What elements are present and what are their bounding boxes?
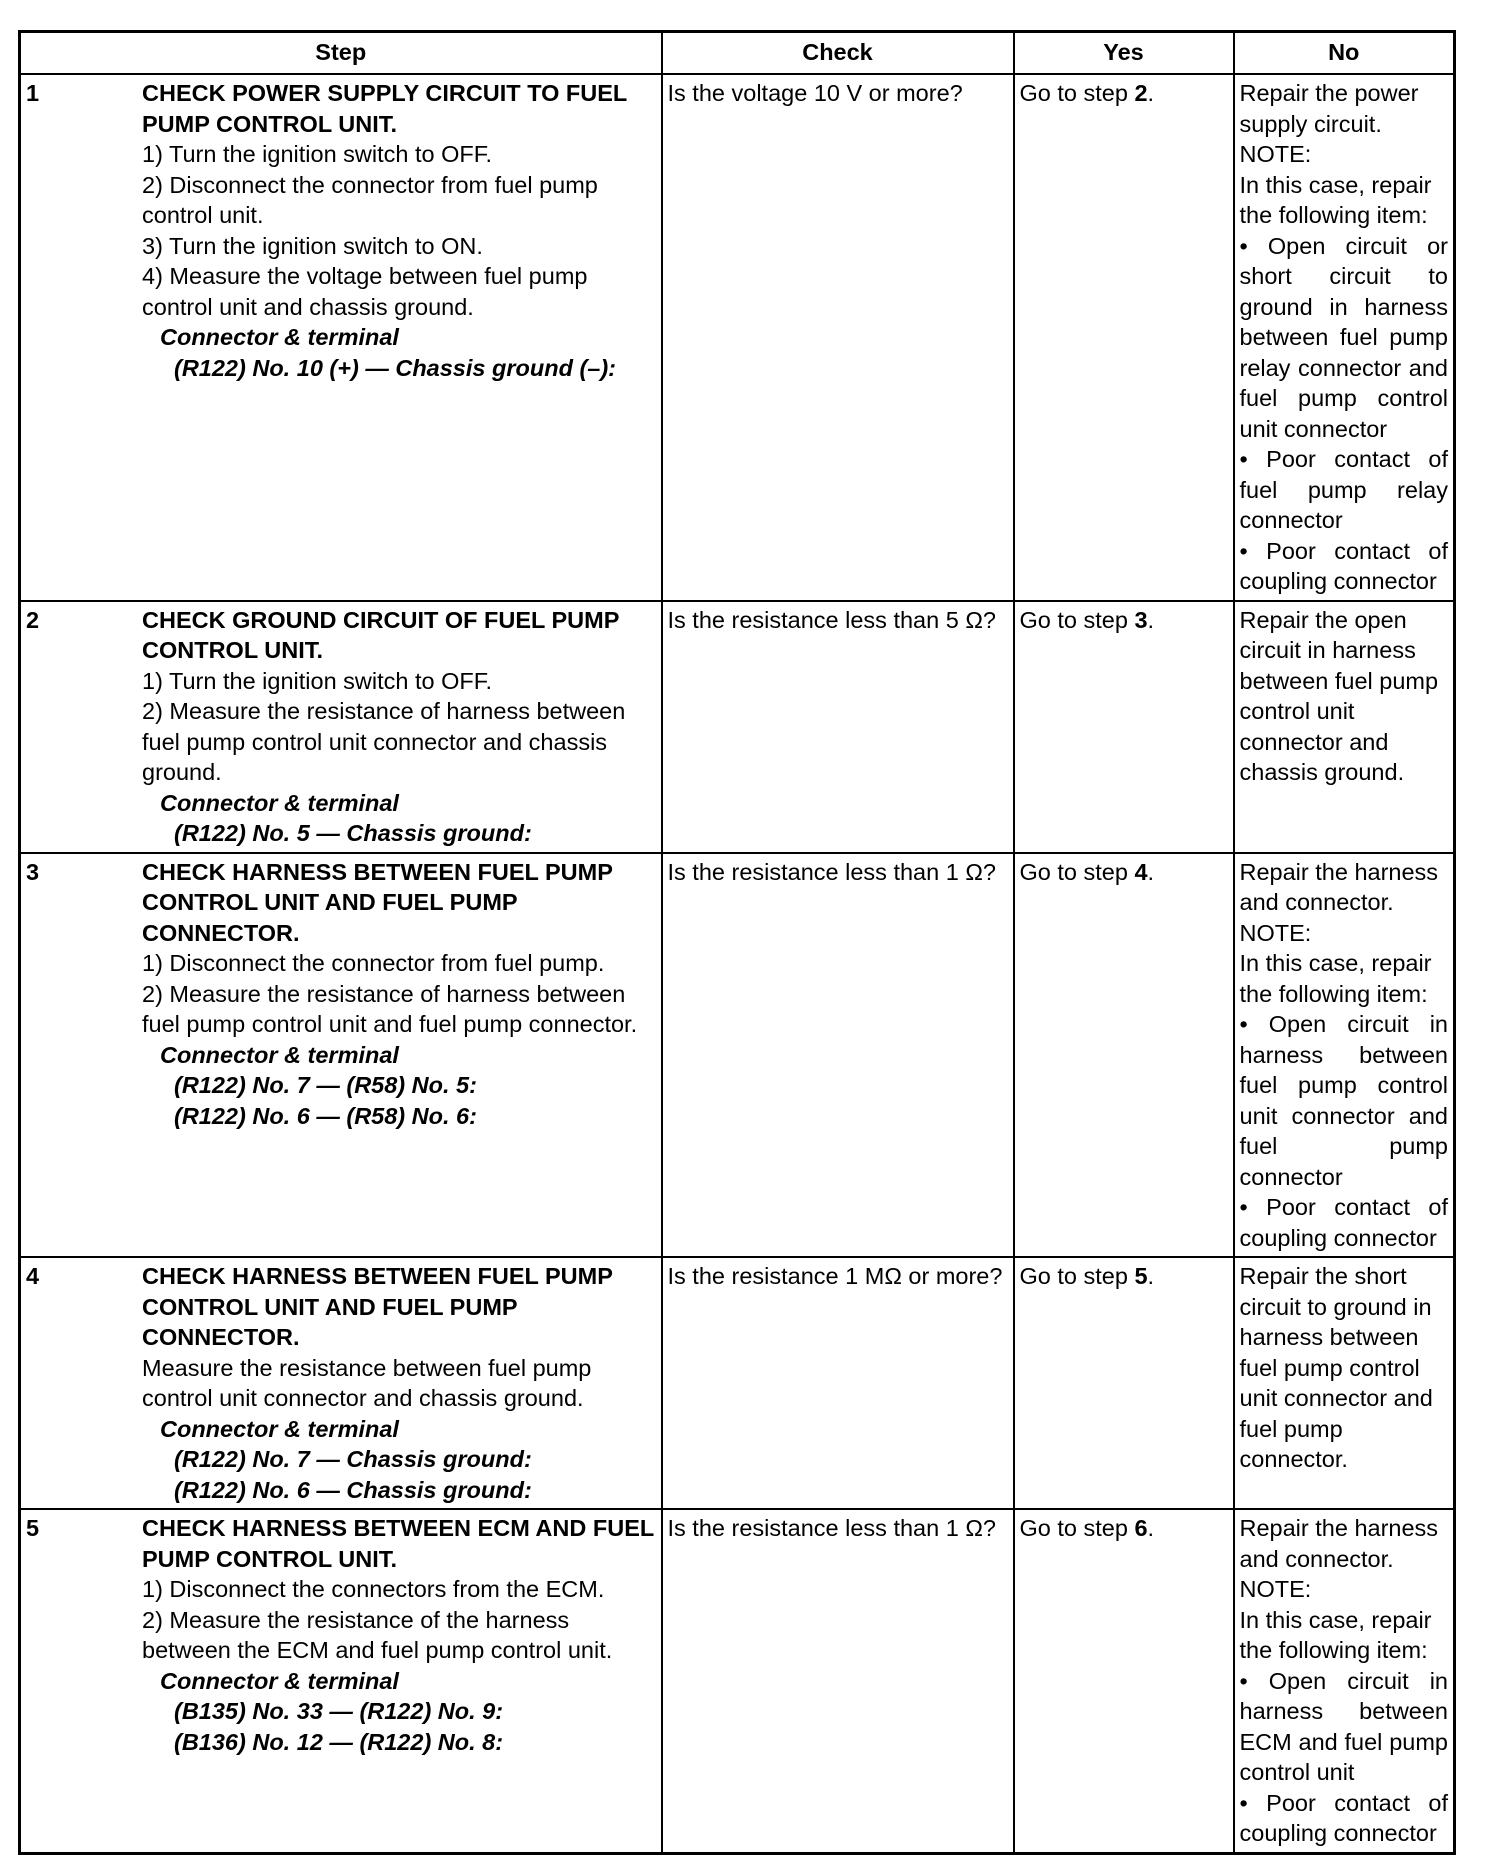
no-note-label: NOTE: <box>1239 141 1312 167</box>
no-note-intro: In this case, repair the following item: <box>1239 171 1432 228</box>
step-instruction: 1) Disconnect the connector from fuel pump. <box>142 950 605 976</box>
no-note-intro: In this case, repair the following item: <box>1239 950 1432 1007</box>
connector-terminal-label: Connector & terminal <box>160 789 399 816</box>
step-cell <box>20 601 662 853</box>
connector-terminal-spec: (R122) No. 6 — (R58) No. 6: <box>174 1102 477 1129</box>
yes-step-number: 3 <box>1134 606 1148 633</box>
step-instruction: 2) Measure the resistance of harness between fuel pump control unit and fuel pump connector. <box>142 980 638 1037</box>
connector-terminal-label: Connector & terminal <box>160 324 399 350</box>
step-body <box>142 1513 656 1757</box>
yes-prefix: Go to step <box>1019 1515 1135 1541</box>
connector-terminal-spec: (R122) No. 10 (+) — Chassis ground (–): <box>174 354 617 381</box>
yes-prefix: Go to step <box>1019 606 1135 633</box>
step-cell <box>20 74 662 601</box>
no-repair-text: Repair the harness and connector. <box>1239 858 1439 915</box>
step-instruction: 2) Measure the resistance of the harness between the ECM and fuel pump control unit. <box>142 1606 613 1663</box>
step-title: CHECK POWER SUPPLY CIRCUIT TO FUEL PUMP CONTROL UNIT. <box>142 80 627 137</box>
yes-step-number: 2 <box>1134 80 1148 106</box>
step-body <box>142 1261 656 1505</box>
yes-suffix: . <box>1147 1263 1155 1289</box>
table-row <box>20 1509 1455 1853</box>
check-question: Is the resistance less than 1 Ω? <box>662 1509 1014 1853</box>
connector-terminal-spec: (B136) No. 12 — (R122) No. 8: <box>174 1728 504 1755</box>
check-question: Is the resistance less than 1 Ω? <box>662 853 1014 1258</box>
connector-terminal-label: Connector & terminal <box>160 1667 399 1694</box>
yes-suffix: . <box>1147 80 1155 106</box>
yes-action <box>1014 1509 1234 1853</box>
no-action <box>1234 74 1455 601</box>
connector-terminal-spec: (R122) No. 7 — Chassis ground: <box>174 1446 532 1472</box>
step-instruction: 4) Measure the voltage between fuel pump control unit and chassis ground. <box>142 263 588 320</box>
step-instruction: 1) Turn the ignition switch to OFF. <box>142 141 493 167</box>
yes-suffix: . <box>1147 1515 1155 1541</box>
step-cell <box>20 1257 662 1509</box>
step-body <box>142 605 656 849</box>
step-number: 3 <box>26 858 40 885</box>
step-content <box>26 1513 656 1757</box>
yes-action <box>1014 1257 1234 1509</box>
step-cell <box>20 853 662 1258</box>
table-row <box>20 74 1455 601</box>
step-content <box>26 1261 656 1505</box>
yes-prefix: Go to step <box>1019 80 1135 106</box>
no-bullet-item: • Poor contact of coupling connector <box>1239 1194 1448 1251</box>
no-action <box>1234 1257 1455 1509</box>
header-check: Check <box>662 32 1014 75</box>
step-title: CHECK HARNESS BETWEEN FUEL PUMP CONTROL UNIT AND FUEL PUMP CONNECTOR. <box>142 858 613 946</box>
connector-terminal-spec: (R122) No. 7 — (R58) No. 5: <box>174 1072 477 1098</box>
no-repair-text: Repair the power supply circuit. <box>1239 80 1419 137</box>
no-repair-text: Repair the short circuit to ground in harness between fuel pump control unit connector and fuel pump connector. <box>1239 1263 1433 1472</box>
no-bullet-item: • Poor contact of coupling connector <box>1239 537 1448 594</box>
no-bullet-item: • Open circuit in harness between fuel pump control unit connector and fuel pump connector <box>1239 1011 1448 1190</box>
step-instruction: 3) Turn the ignition switch to ON. <box>142 232 483 259</box>
no-bullet-item: • Open circuit in harness between ECM and fuel pump control unit <box>1239 1667 1448 1785</box>
step-number: 2 <box>26 606 40 633</box>
step-instruction: Measure the resistance between fuel pump control unit connector and chassis ground. <box>142 1354 592 1411</box>
yes-action <box>1014 601 1234 853</box>
table-header-row <box>20 32 1455 75</box>
check-question: Is the resistance 1 MΩ or more? <box>662 1257 1014 1509</box>
check-question: Is the resistance less than 5 Ω? <box>662 601 1014 853</box>
no-note-intro: In this case, repair the following item: <box>1239 1606 1432 1663</box>
connector-terminal-label: Connector & terminal <box>160 1415 399 1442</box>
connector-terminal-spec: (R122) No. 6 — Chassis ground: <box>174 1476 532 1503</box>
no-bullet-item: • Open circuit or short circuit to ground in harness between fuel pump relay connector and fuel pump control unit connector <box>1239 232 1448 442</box>
step-number: 5 <box>26 1515 40 1541</box>
yes-prefix: Go to step <box>1019 858 1135 885</box>
step-instruction: 2) Disconnect the connector from fuel pump control unit. <box>142 171 598 228</box>
step-title: CHECK HARNESS BETWEEN ECM AND FUEL PUMP CONTROL UNIT. <box>142 1515 654 1572</box>
yes-suffix: . <box>1147 858 1155 885</box>
yes-step-number: 4 <box>1134 858 1148 885</box>
step-title: CHECK GROUND CIRCUIT OF FUEL PUMP CONTROL UNIT. <box>142 606 619 663</box>
no-bullet-item: • Poor contact of coupling connector <box>1239 1789 1448 1846</box>
table-row <box>20 601 1455 853</box>
step-instruction: 1) Disconnect the connectors from the ECM. <box>142 1576 605 1602</box>
no-action <box>1234 1509 1455 1853</box>
no-action <box>1234 601 1455 853</box>
step-title: CHECK HARNESS BETWEEN FUEL PUMP CONTROL UNIT AND FUEL PUMP CONNECTOR. <box>142 1263 613 1350</box>
table-row <box>20 1257 1455 1509</box>
step-number: 4 <box>26 1263 40 1289</box>
header-yes: Yes <box>1014 32 1234 75</box>
connector-terminal-label: Connector & terminal <box>160 1041 399 1068</box>
step-cell <box>20 1509 662 1853</box>
yes-prefix: Go to step <box>1019 1263 1135 1289</box>
no-repair-text: Repair the harness and connector. <box>1239 1515 1439 1572</box>
no-note-label: NOTE: <box>1239 1576 1312 1602</box>
check-question: Is the voltage 10 V or more? <box>662 74 1014 601</box>
step-content <box>26 857 656 1132</box>
no-repair-text: Repair the open circuit in harness between fuel pump control unit connector and chassis ground. <box>1239 606 1439 785</box>
yes-action <box>1014 853 1234 1258</box>
no-action <box>1234 853 1455 1258</box>
step-instruction: 1) Turn the ignition switch to OFF. <box>142 667 493 694</box>
step-content <box>26 78 656 383</box>
yes-step-number: 5 <box>1134 1263 1148 1289</box>
connector-terminal-spec: (R122) No. 5 — Chassis ground: <box>174 820 532 846</box>
table-body <box>20 74 1455 1853</box>
step-body <box>142 78 656 383</box>
step-content <box>26 605 656 849</box>
no-note-label: NOTE: <box>1239 919 1312 946</box>
no-bullet-item: • Poor contact of fuel pump relay connector <box>1239 446 1448 533</box>
step-instruction: 2) Measure the resistance of harness between fuel pump control unit connector and chassis ground. <box>142 698 626 785</box>
header-no: No <box>1234 32 1455 75</box>
step-body <box>142 857 656 1132</box>
step-number: 1 <box>26 80 40 106</box>
yes-suffix: . <box>1147 606 1155 633</box>
yes-step-number: 6 <box>1134 1515 1148 1541</box>
header-step: Step <box>20 32 662 75</box>
yes-action <box>1014 74 1234 601</box>
table-row <box>20 853 1455 1258</box>
diagnostic-procedure-table <box>18 30 1456 1855</box>
connector-terminal-spec: (B135) No. 33 — (R122) No. 9: <box>174 1698 504 1724</box>
